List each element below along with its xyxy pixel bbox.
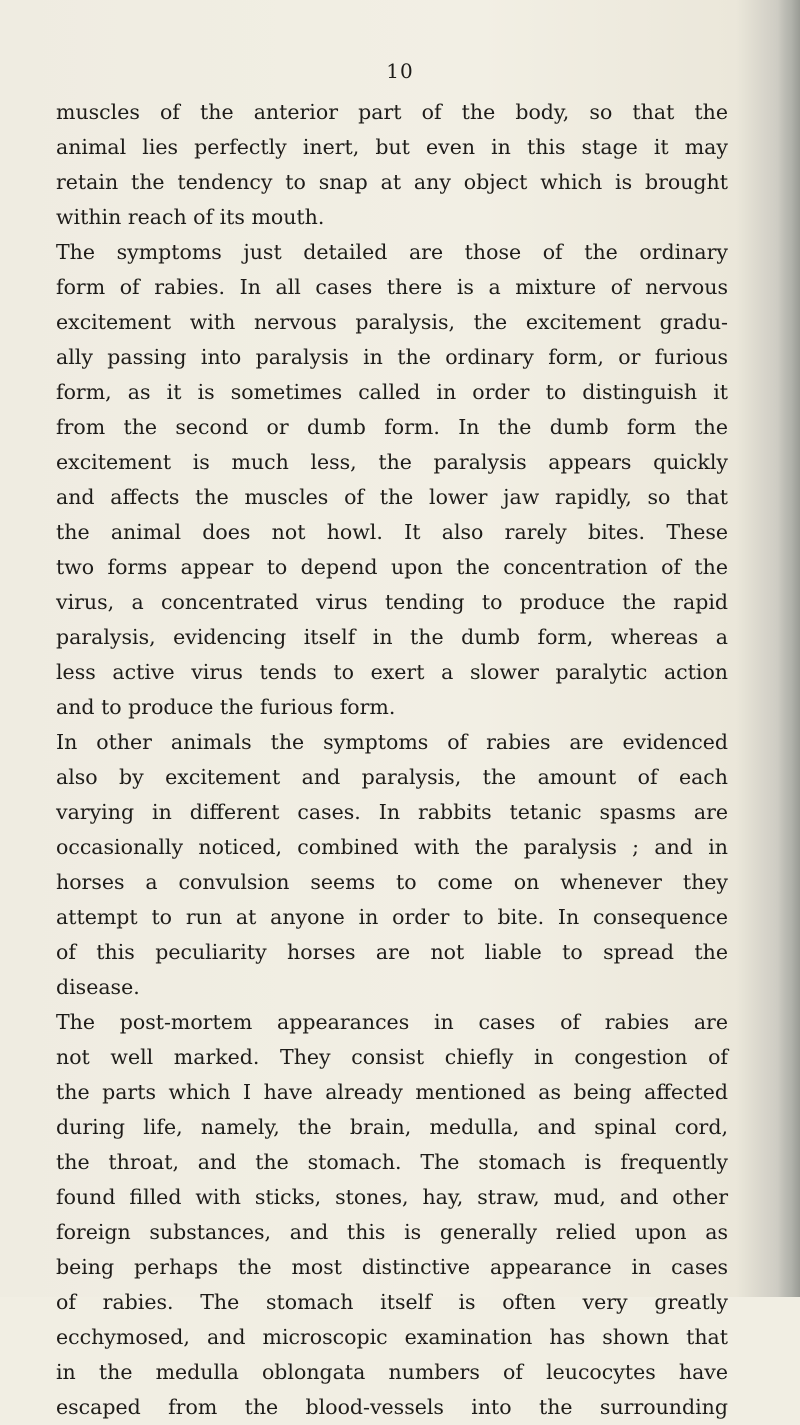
text-line: muscles of the anterior part of the body, so that the <box>56 100 728 124</box>
text-line: of this peculiarity horses are not liable to spread the <box>56 940 728 964</box>
text-line: and affects the muscles of the lower jaw rapidly, so that <box>56 485 728 509</box>
text-line: found filled with sticks, stones, hay, straw, mud, and other <box>56 1185 728 1209</box>
text-line: virus, a concentrated virus tending to produce the rapid <box>56 590 728 614</box>
text-line: excitement with nervous paralysis, the excitement gradu- <box>56 310 728 334</box>
text-line: the throat, and the stomach. The stomach is frequently <box>56 1150 728 1174</box>
text-line: horses a convulsion seems to come on whenever they <box>56 870 728 894</box>
text-line: also by excitement and paralysis, the amount of each <box>56 765 728 789</box>
text-line: occasionally noticed, combined with the paralysis ; and in <box>56 835 728 859</box>
text-line: attempt to run at anyone in order to bite. In consequence <box>56 905 728 929</box>
text-line: The symptoms just detailed are those of the ordinary <box>56 240 728 264</box>
text-line: from the second or dumb form. In the dumb form the <box>56 415 728 439</box>
text-line: during life, namely, the brain, medulla, and spinal cord, <box>56 1115 728 1139</box>
text-line: ecchymosed, and microscopic examination has shown that <box>56 1325 728 1349</box>
text-line: disease. <box>56 975 140 999</box>
text-line: In other animals the symptoms of rabies are evidenced <box>56 730 728 754</box>
text-line: excitement is much less, the paralysis appears quickly <box>56 450 728 474</box>
text-line: the parts which I have already mentioned as being affected <box>56 1080 728 1104</box>
text-line: ally passing into paralysis in the ordinary form, or furious <box>56 345 728 369</box>
text-line: being perhaps the most distinctive appearance in cases <box>56 1255 728 1279</box>
text-line: The post-mortem appearances in cases of rabies are <box>56 1010 728 1034</box>
text-line: form, as it is sometimes called in order to distinguish it <box>56 380 728 404</box>
text-line: two forms appear to depend upon the concentration of the <box>56 555 728 579</box>
text-line: and to produce the furious form. <box>56 695 396 719</box>
text-line: of rabies. The stomach itself is often very greatly <box>56 1290 728 1314</box>
page-number: 10 <box>386 59 414 83</box>
text-line: less active virus tends to exert a slower paralytic action <box>56 660 728 684</box>
text-line: animal lies perfectly inert, but even in this stage it may <box>56 135 728 159</box>
text-line: not well marked. They consist chiefly in congestion of <box>56 1045 728 1069</box>
text-line: varying in different cases. In rabbits tetanic spasms are <box>56 800 728 824</box>
text-line: form of rabies. In all cases there is a mixture of nervous <box>56 275 728 299</box>
text-line: paralysis, evidencing itself in the dumb form, whereas a <box>56 625 728 649</box>
page-edge-shadow <box>778 0 800 1297</box>
text-line: foreign substances, and this is generally relied upon as <box>56 1220 728 1244</box>
text-line: retain the tendency to snap at any object which is brought <box>56 170 728 194</box>
text-line: the animal does not howl. It also rarely bites. These <box>56 520 728 544</box>
text-line: escaped from the blood-vessels into the surrounding <box>56 1395 728 1419</box>
text-line: within reach of its mouth. <box>56 205 325 229</box>
body-text <box>56 95 728 1425</box>
text-line: in the medulla oblongata numbers of leucocytes have <box>56 1360 728 1384</box>
